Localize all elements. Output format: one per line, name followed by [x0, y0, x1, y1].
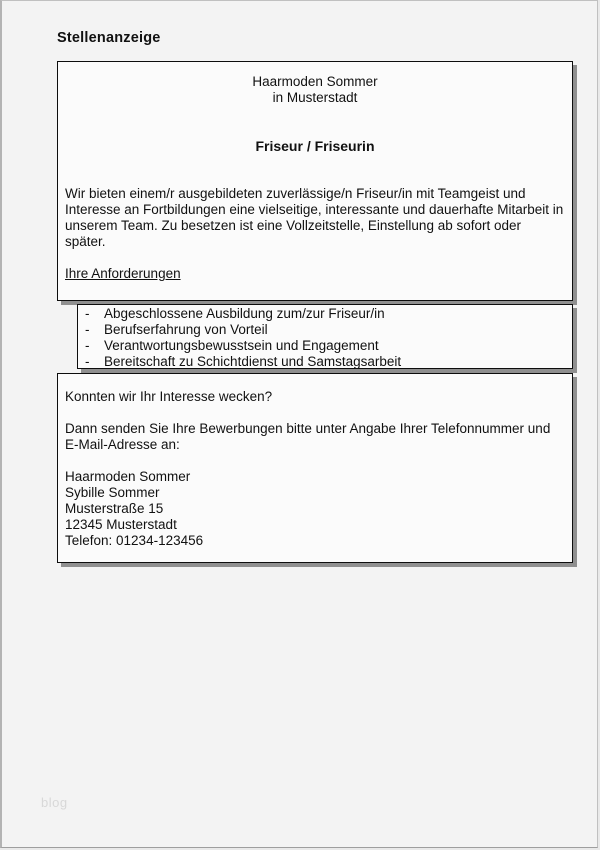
job-description: Wir bieten einem/r ausgebildeten zuverlässige/n Friseur/in mit Teamgeist und Interesse an Fortbildungen eine vielseitige, interessante und dauerhafte Mitarbeit in unserem Team. Zu besetzen ist eine Vollzeitstelle, Einstellung ab sofort oder später. — [65, 186, 564, 249]
list-item — [85, 306, 568, 322]
apply-instruction-line: E-Mail-Adresse an: — [65, 437, 180, 452]
requirement-text: Verantwortungsbewusstsein und Engagement — [104, 338, 379, 353]
interest-question: Konnten wir Ihr Interesse wecken? — [65, 389, 273, 404]
spacer — [65, 405, 565, 421]
apply-instruction-line: Dann senden Sie Ihre Bewerbungen bitte unter Angabe Ihrer Telefonnummer und — [65, 421, 551, 436]
job-ad-box — [57, 61, 573, 301]
blog-watermark: blog — [41, 795, 68, 810]
dash-bullet-icon: - — [85, 338, 90, 353]
company-location: in Musterstadt — [272, 90, 358, 105]
dash-bullet-icon: - — [85, 306, 90, 321]
contact-box — [57, 373, 573, 563]
requirements-heading: Ihre Anforderungen — [65, 266, 181, 281]
list-item — [85, 338, 568, 354]
list-item — [85, 322, 568, 338]
dash-bullet-icon: - — [85, 322, 90, 337]
requirement-text: Berufserfahrung von Vorteil — [104, 322, 268, 337]
contact-city: 12345 Musterstadt — [65, 517, 177, 532]
requirement-text: Bereitschaft zu Schichtdienst und Samstagsarbeit — [104, 354, 402, 369]
contact-phone: Telefon: 01234-123456 — [65, 533, 204, 548]
dash-bullet-icon: - — [85, 354, 90, 369]
contact-street: Musterstraße 15 — [65, 501, 164, 516]
job-title: Friseur / Friseurin — [255, 138, 375, 154]
spacer — [65, 453, 565, 469]
requirement-text: Abgeschlossene Ausbildung zum/zur Friseur/in — [104, 306, 385, 321]
contact-company: Haarmoden Sommer — [65, 469, 191, 484]
requirements-box — [77, 304, 573, 369]
page-title: Stellenanzeige — [57, 30, 161, 46]
company-name: Haarmoden Sommer — [252, 74, 378, 89]
contact-person: Sybille Sommer — [65, 485, 160, 500]
list-item — [85, 354, 568, 370]
